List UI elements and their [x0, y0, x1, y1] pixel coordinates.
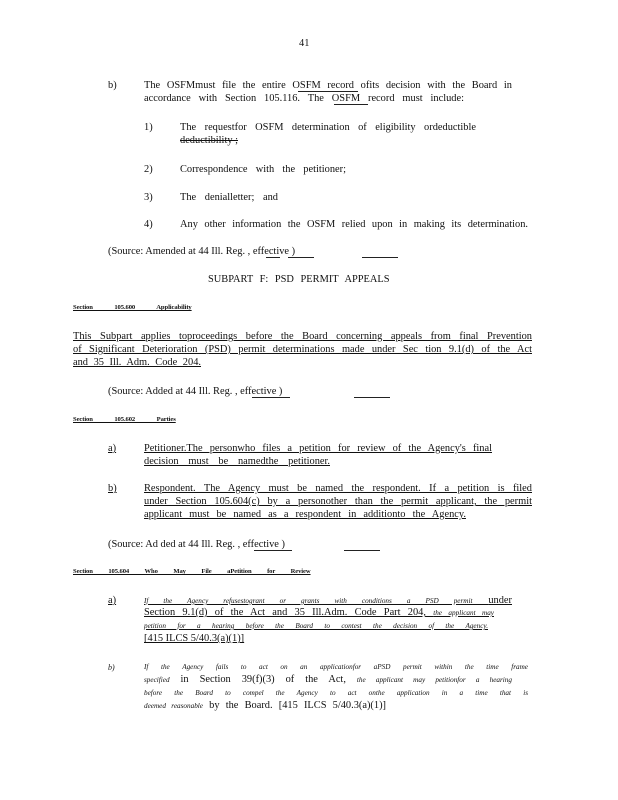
item-b-line1: The OSFMmust file the entire OSFM record ofits decision with the Board in [144, 80, 512, 91]
section-604-a-line3: petition for a hearing before the Board to contest the decision of the Agency. [144, 622, 488, 630]
list-item-2-text: Correspondence with the petitioner; [180, 164, 346, 175]
subpart-title: SUBPART F: PSD PERMIT APPEALS [208, 274, 390, 285]
section-604-b-line4: deemed reasonable by the Board. [415 ILCS 5/40.3(a)(1)] [144, 700, 387, 711]
item-b-line2: accordance with Section 105.116. The OSFM record must include: [144, 93, 464, 104]
source-blank-3b [344, 550, 380, 551]
list-item-1-num: 1) [144, 122, 153, 133]
section-602-b-line1: Respondent. The Agency must be named the respondent. If a petition is filed [144, 483, 532, 494]
section-604-b-label: b) [108, 663, 115, 672]
source-blank-2a [252, 397, 290, 398]
osfm-underline-1 [298, 91, 358, 92]
section-602-a-line1: Petitioner.The personwho files a petition for review of the Agency's final [144, 443, 492, 454]
page-number: 41 [299, 38, 310, 49]
source-blank-1a [266, 257, 280, 258]
list-item-3-text: The denialletter; and [180, 192, 278, 203]
section-600-line2: of Significant Deterioration (PSD) permit determinations made under Sec tion 9.1(d) of the Act [73, 344, 532, 355]
osfm-underline-2 [334, 104, 368, 105]
section-604-b-line1: If the Agency fails to act on an applicationfor aPSD permit within the time frame [144, 663, 528, 671]
section-600-line1: This Subpart applies toproceedings before the Board concerning appeals from final Prevention [73, 331, 532, 342]
source-note-2: (Source: Added at 44 Ill. Reg. , effective ) [108, 386, 283, 397]
section-604-b-line3: before the Board to compel the Agency to act onthe application in a time that is [144, 689, 528, 697]
section-604-b-line2: specified in Section 39(f)(3) of the Act, the applicant may petitionfor a hearing [144, 674, 512, 685]
list-item-4-text: Any other information the OSFM relied upon in making its determination. [180, 219, 528, 230]
source-note-3: (Source: Ad ded at 44 Ill. Reg. , effective ) [108, 539, 285, 550]
list-item-1-text: The requestfor OSFM determination of eligibility ordeductible [180, 122, 476, 133]
section-604-a-line2: Section 9.1(d) of the Act and 35 Ill.Adm. Code Part 204, the applicant may [144, 607, 494, 618]
section-602-heading: Section 105.602 Parties [73, 416, 176, 423]
section-604-heading: Section 105.604 Who May File aPetition for Review [73, 568, 311, 575]
source-blank-2b [354, 397, 390, 398]
section-602-b-label: b) [108, 483, 117, 494]
section-602-a-label: a) [108, 443, 117, 454]
section-604-a-label: a) [108, 595, 117, 606]
item-b-label: b) [108, 80, 117, 91]
list-item-2-num: 2) [144, 164, 153, 175]
source-blank-1c [362, 257, 398, 258]
section-602-a-line2: decision must be namedthe petitioner. [144, 456, 330, 467]
list-item-3-num: 3) [144, 192, 153, 203]
section-604-a-line4: [415 ILCS 5/40.3(a)(1)] [144, 633, 245, 644]
section-602-b-line2: under Section 105.604(c) by a personother than the permit applicant, the permit [144, 496, 532, 507]
section-600-line3: and 35 Ill. Adm. Code 204. [73, 357, 201, 368]
section-600-heading: Section 105.600 Applicability [73, 304, 192, 311]
list-item-1-struck: deductibility ; [180, 135, 239, 146]
list-item-4-num: 4) [144, 219, 153, 230]
source-note-1: (Source: Amended at 44 Ill. Reg. , effective ) [108, 246, 296, 257]
section-602-b-line3: applicant must be named as a respondent in additionto the Agency. [144, 509, 466, 520]
source-blank-3a [254, 550, 292, 551]
source-blank-1b [288, 257, 314, 258]
section-604-a-line1: If the Agency refusestogrant or grants with conditions a PSD permit under [144, 595, 512, 606]
